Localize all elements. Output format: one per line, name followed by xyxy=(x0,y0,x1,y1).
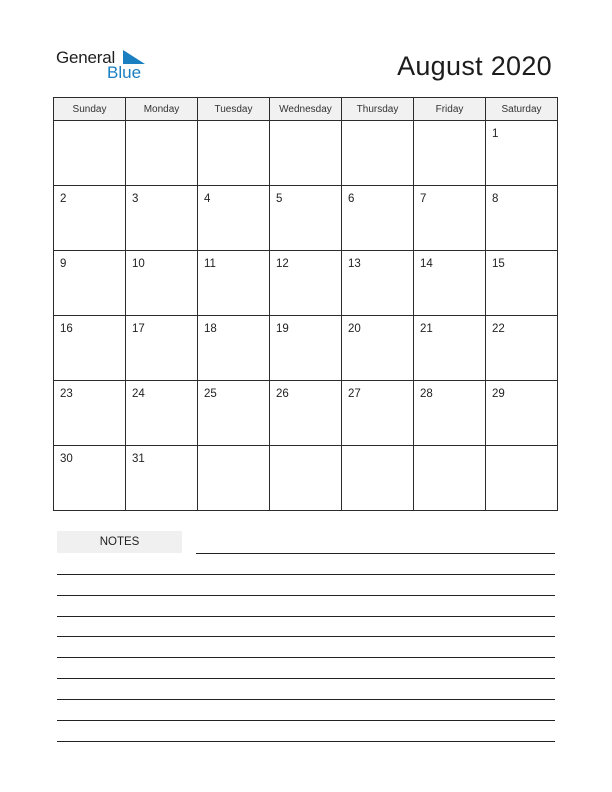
weekday-header: Friday xyxy=(414,98,486,121)
day-cell xyxy=(126,186,198,251)
day-number: 4 xyxy=(204,193,211,205)
day-cell xyxy=(126,251,198,316)
day-cell xyxy=(54,121,126,186)
brand-logo xyxy=(56,46,156,86)
day-number: 17 xyxy=(132,323,145,335)
day-cell xyxy=(270,121,342,186)
day-number: 11 xyxy=(204,258,216,270)
logo-triangle-icon xyxy=(123,50,145,64)
day-number: 14 xyxy=(420,258,433,270)
notes-line xyxy=(57,574,555,575)
notes-label: NOTES xyxy=(57,531,182,553)
day-cell xyxy=(126,121,198,186)
day-cell xyxy=(54,381,126,446)
day-cell xyxy=(414,121,486,186)
day-number: 21 xyxy=(420,323,433,335)
week-row xyxy=(54,251,558,316)
day-number: 7 xyxy=(420,193,427,205)
weekday-header: Monday xyxy=(126,98,198,121)
notes-line xyxy=(57,678,555,679)
day-number: 31 xyxy=(132,453,145,465)
day-number: 23 xyxy=(60,388,73,400)
day-number: 8 xyxy=(492,193,499,205)
day-cell xyxy=(342,121,414,186)
day-cell xyxy=(486,446,558,511)
day-cell xyxy=(198,186,270,251)
day-cell xyxy=(198,381,270,446)
day-cell xyxy=(342,446,414,511)
notes-line xyxy=(57,699,555,700)
day-number: 9 xyxy=(60,258,67,270)
day-cell xyxy=(54,186,126,251)
day-number: 30 xyxy=(60,453,73,465)
notes-line xyxy=(57,616,555,617)
week-row xyxy=(54,186,558,251)
day-cell xyxy=(486,381,558,446)
day-number: 26 xyxy=(276,388,289,400)
day-cell xyxy=(54,446,126,511)
day-number: 2 xyxy=(60,193,67,205)
day-number: 15 xyxy=(492,258,505,270)
day-cell xyxy=(414,381,486,446)
day-cell xyxy=(270,381,342,446)
week-row xyxy=(54,381,558,446)
notes-line xyxy=(57,636,555,637)
day-number: 28 xyxy=(420,388,433,400)
day-cell xyxy=(126,316,198,381)
day-cell xyxy=(342,316,414,381)
week-row xyxy=(54,316,558,381)
day-cell xyxy=(486,121,558,186)
day-cell xyxy=(486,186,558,251)
notes-line xyxy=(57,720,555,721)
day-cell xyxy=(198,446,270,511)
calendar-grid xyxy=(53,97,558,511)
day-cell xyxy=(198,316,270,381)
weekday-header: Saturday xyxy=(486,98,558,121)
day-number: 3 xyxy=(132,193,139,205)
day-cell xyxy=(270,251,342,316)
day-cell xyxy=(54,316,126,381)
day-cell xyxy=(198,251,270,316)
day-cell xyxy=(126,446,198,511)
day-number: 12 xyxy=(276,258,289,270)
day-cell xyxy=(198,121,270,186)
day-number: 18 xyxy=(204,323,217,335)
day-number: 25 xyxy=(204,388,217,400)
day-cell xyxy=(126,381,198,446)
brand-line1: General xyxy=(56,48,116,67)
notes-line xyxy=(57,657,555,658)
day-number: 1 xyxy=(492,128,499,140)
week-row xyxy=(54,121,558,186)
day-number: 19 xyxy=(276,323,289,335)
day-cell xyxy=(486,251,558,316)
day-cell xyxy=(414,186,486,251)
weekday-header: Tuesday xyxy=(198,98,270,121)
day-number: 27 xyxy=(348,388,361,400)
weekday-header: Thursday xyxy=(342,98,414,121)
day-cell xyxy=(414,316,486,381)
day-cell xyxy=(486,316,558,381)
day-cell xyxy=(270,316,342,381)
weekday-header-row xyxy=(54,98,558,121)
day-cell xyxy=(414,446,486,511)
week-row xyxy=(54,446,558,511)
day-cell xyxy=(414,251,486,316)
day-number: 13 xyxy=(348,258,361,270)
day-number: 6 xyxy=(348,193,355,205)
day-number: 24 xyxy=(132,388,145,400)
day-number: 29 xyxy=(492,388,505,400)
day-cell xyxy=(54,251,126,316)
notes-line xyxy=(57,741,555,742)
weekday-header: Wednesday xyxy=(270,98,342,121)
day-cell xyxy=(342,186,414,251)
day-number: 22 xyxy=(492,323,505,335)
notes-line xyxy=(57,595,555,596)
notes-line xyxy=(196,553,555,554)
day-number: 16 xyxy=(60,323,73,335)
brand-line2: Blue xyxy=(107,63,142,82)
day-number: 5 xyxy=(276,193,283,205)
day-cell xyxy=(342,251,414,316)
day-number: 10 xyxy=(132,258,145,270)
day-cell xyxy=(270,186,342,251)
day-cell xyxy=(270,446,342,511)
weekday-header: Sunday xyxy=(54,98,126,121)
day-number: 20 xyxy=(348,323,361,335)
day-cell xyxy=(342,381,414,446)
month-title: August 2020 xyxy=(397,51,552,81)
